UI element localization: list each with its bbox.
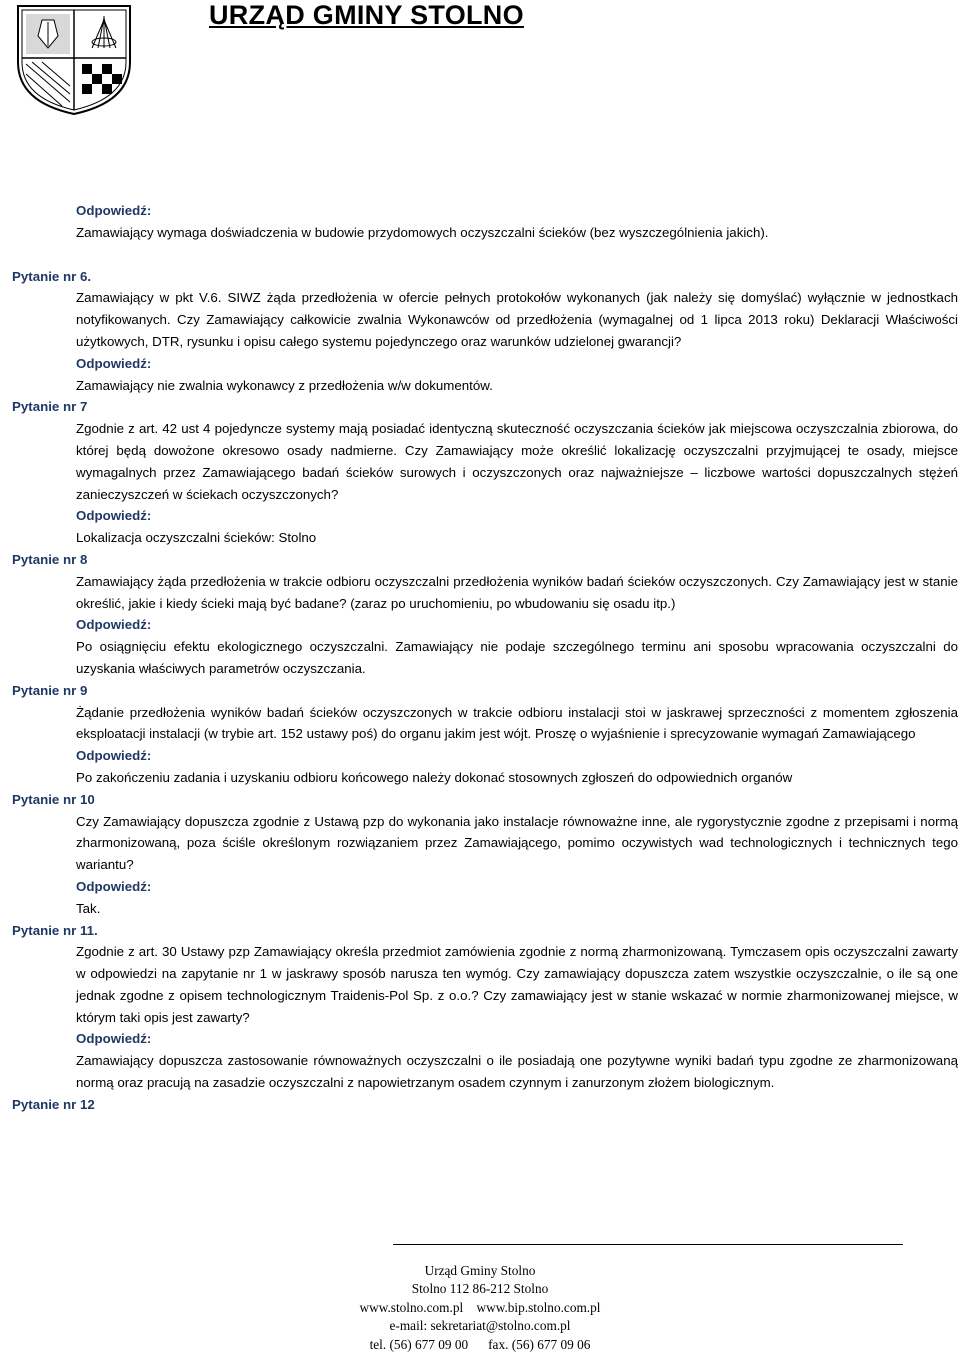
question-heading: Pytanie nr 12 (12, 1096, 95, 1112)
paragraph: Zamawiający nie zwalnia wykonawcy z przedłożenia w/w dokumentów. (76, 377, 493, 393)
document-body (12, 200, 958, 1116)
paragraph: Żądanie przedłożenia wyników badań ścieków oczyszczonych w trakcie odbioru instalacji stoi w jaskrawej sprzeczności z momentem zgłoszenia eksploatacji instalacji (w trybie art. 152 ustawy poś) do organu jakim jest wójt. Proszę o wyjaśnienie i sprecyzowanie wymagań Zamawiającego (76, 704, 958, 742)
question-heading: Pytanie nr 9 (12, 682, 88, 698)
paragraph: Zamawiający dopuszcza zastosowanie równoważnych oczyszczalni o ile posiadają one pozytywne wyniki badań typu zgodne ze zharmonizowaną normą oraz pracują na zasadzie oczyszczalni z napowietrzanym osadem czynnym i zanurzonym złożem biologicznym. (76, 1053, 958, 1091)
footer-address: Stolno 112 86-212 Stolno (411, 1281, 549, 1297)
coat-of-arms-icon (12, 2, 136, 116)
footer-phone: tel. (56) 677 09 00 (369, 1336, 469, 1352)
paragraph: Tak. (76, 900, 101, 916)
question-heading: Pytanie nr 11. (12, 922, 98, 938)
paragraph: Zamawiający wymaga doświadczenia w budowie przydomowych oczyszczalni ścieków (bez wyszczególnienia jakich). (76, 224, 769, 240)
footer-contact (0, 1336, 960, 1354)
paragraph: Lokalizacja oczyszczalni ścieków: Stolno (76, 530, 317, 546)
footer-link-website[interactable]: www.stolno.com.pl (359, 1299, 464, 1315)
paragraph: Zgodnie z art. 30 Ustawy pzp Zamawiający określa przedmiot zamówienia zgodnie z normą zharmonizowaną. Tymczasem opis oczyszczalni zawarty w odpowiedzi na zapytanie nr 1 w jaskrawy sposób narusza ten wymóg. Czy zamawiający dopuszcza zatem wszystkie oczyszczalnie, o ile są one jednak zgodne z opisem technologicznym Traidenis-Pol Sp. z o.o.? Czy zamawiający jest w stanie wskazać w normie zharmonizowanej miejsce, w którym taki opis jest zawarty? (76, 944, 958, 1025)
answer-label: Odpowiedź: (76, 748, 152, 764)
footer-links (0, 1299, 960, 1317)
footer-email[interactable]: e-mail: sekretariat@stolno.com.pl (389, 1318, 571, 1334)
question-heading: Pytanie nr 10 (12, 791, 95, 807)
footer-link-bip[interactable]: www.bip.stolno.com.pl (476, 1299, 601, 1315)
answer-label: Odpowiedź: (76, 355, 152, 371)
question-heading: Pytanie nr 7 (12, 399, 88, 415)
paragraph: Czy Zamawiający dopuszcza zgodnie z Ustawą pzp do wykonania jako instalacje równoważne inne, ale rygorystycznie zgodne z przepisami i normą zharmonizowaną, poza ściśle określonym rozwiązaniem przez Zamawiającego, pomimo oczywistych wad technologicznych i technicznych tego wariantu? (76, 813, 958, 873)
paragraph: Po osiągnięciu efektu ekologicznego oczyszczalni. Zamawiający nie podaje szczególnego terminu ani sposobu wpracowania oczyszczalni do uzyskania właściwych parametrów oczyszczania. (76, 639, 958, 676)
question-heading: Pytanie nr 8 (12, 551, 88, 567)
answer-label: Odpowiedź: (76, 203, 152, 218)
paragraph: Zgodnie z art. 42 ust 4 pojedyncze systemy mają posiadać identyczną skuteczność oczyszczania ścieków jak miejscowa oczyszczalnia zbiorowa, do której będą dowożone okresowo osady nadmierne. Czy Zamawiający może określić lokalizację oczyszczalni przyjmującej te osady, miejsce wymagalnych przez Zamawiającego badań ścieków surowych i oczyszczonych oraz najważniejsze – liczbowe wartości dopuszczalnych stężeń zanieczyszczeń w ściekach oczyszczonych? (76, 421, 958, 502)
paragraph: Zamawiający żąda przedłożenia w trakcie odbioru oczyszczalni przedłożenia wyników badań ścieków oczyszczonych. Czy Zamawiający jest w stanie określić, jakie i kiedy ścieki mają być badane? (zaraz po uruchomieniu, po wbudowaniu się osadu itp.) (76, 573, 958, 611)
answer-label: Odpowiedź: (76, 1031, 152, 1047)
paragraph: Zamawiający w pkt V.6. SIWZ żąda przedłożenia w ofercie pełnych protokołów wykonanych (jak należy się domyślać) wyłącznie w jednostkach notyfikowanych. Czy Zamawiający całkowicie zwalnia Wykonawców od przedłożenia (wymagalnej od 1 lipca 2013 roku) Deklaracji Właściwości użytkowych, DTR, rysunku i opisu całego systemu pojedynczego oraz warunków udzielonej gwarancji? (76, 290, 958, 349)
answer-label: Odpowiedź: (76, 508, 152, 524)
page-title: URZĄD GMINY STOLNO (209, 0, 524, 30)
question-heading: Pytanie nr 6. (12, 268, 92, 284)
footer-office: Urząd Gminy Stolno (424, 1263, 536, 1278)
footer (0, 1262, 960, 1354)
answer-label: Odpowiedź: (76, 878, 152, 894)
footer-divider (393, 1244, 903, 1245)
spacer (12, 244, 958, 266)
answer-label: Odpowiedź: (76, 617, 152, 633)
paragraph: Po zakończeniu zadania i uzyskaniu odbioru końcowego należy dokonać stosownych zgłoszeń do odpowiednich organów (76, 769, 793, 785)
footer-fax: fax. (56) 677 09 06 (488, 1336, 591, 1352)
